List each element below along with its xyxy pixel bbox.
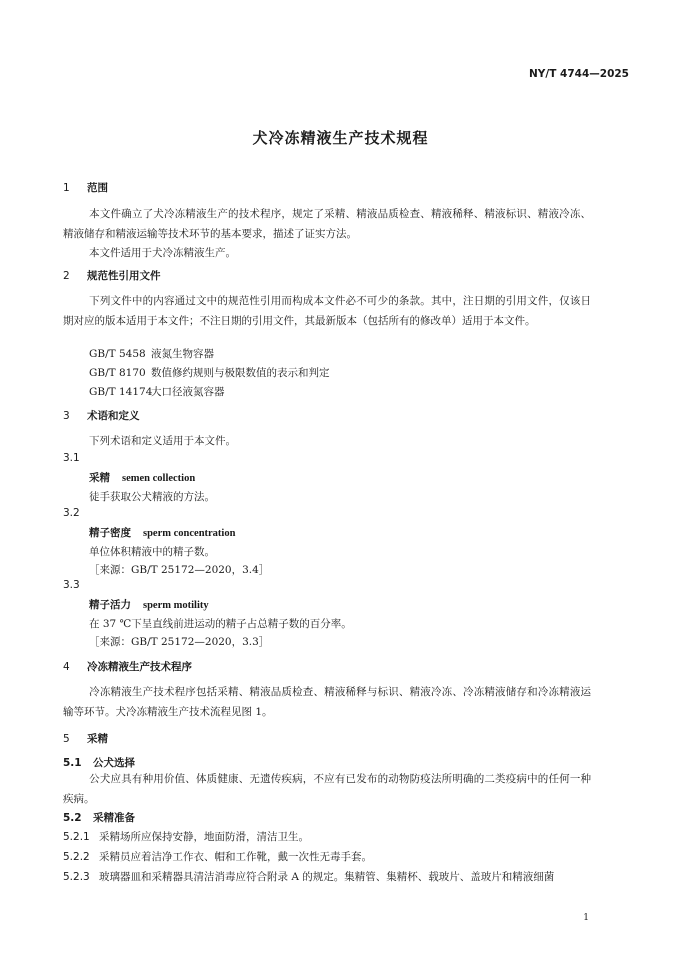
clause-text: 采精员应着洁净工作衣、帽和工作靴，戴一次性无毒手套。 bbox=[99, 851, 372, 863]
standard-number: NY/T 4744—2025 bbox=[529, 68, 629, 80]
section-2-paragraph-1 bbox=[63, 292, 591, 331]
term-heading bbox=[89, 470, 195, 485]
subsection-number: 5.1 bbox=[63, 757, 82, 769]
section-1-paragraph-2 bbox=[63, 244, 591, 264]
clause-number: 5.2.1 bbox=[63, 831, 90, 843]
document-title: 犬冷冻精液生产技术规程 bbox=[252, 129, 429, 147]
reference-code: GB/T 8170 bbox=[89, 367, 146, 379]
term-number: 3.2 bbox=[63, 507, 80, 519]
clause-text: 采精场所应保持安静，地面防滑，清洁卫生。 bbox=[99, 831, 309, 843]
term-en: semen collection bbox=[122, 473, 196, 484]
subsection-5-1-paragraph bbox=[63, 770, 591, 809]
reference-name: 大口径液氮容器 bbox=[151, 386, 225, 398]
paragraph-text: 本文件确立了犬冷冻精液生产的技术程序，规定了采精、精液品质检查、精液稀释、精液标识、精液冷冻、精液储存和精液运输等技术环节的基本要求，描述了证实方法。 bbox=[63, 208, 591, 240]
paragraph-text: 本文件适用于犬冷冻精液生产。 bbox=[89, 247, 236, 259]
section-4-paragraph-1 bbox=[63, 683, 591, 722]
page-number: 1 bbox=[583, 913, 589, 923]
section-title: 规范性引用文件 bbox=[87, 270, 161, 282]
clause-item bbox=[63, 849, 372, 864]
section-title: 术语和定义 bbox=[87, 410, 140, 422]
subsection-title: 公犬选择 bbox=[93, 757, 135, 769]
paragraph-text: 下列文件中的内容通过文中的规范性引用而构成本文件必不可少的条款。其中，注日期的引用文件，仅该日期对应的版本适用于本文件；不注日期的引用文件，其最新版本（包括所有的修改单）适用于本文件。 bbox=[63, 295, 591, 327]
subsection-number: 5.2 bbox=[63, 812, 82, 824]
section-number: 4 bbox=[63, 661, 70, 673]
section-4-heading bbox=[63, 659, 192, 674]
clause-text: 玻璃器皿和采精器具清洁消毒应符合附录 A 的规定。集精管、集精杯、载玻片、盖玻片和精液细菌 bbox=[99, 871, 555, 883]
section-2-heading bbox=[63, 268, 161, 283]
term-definition: 单位体积精液中的精子数。 bbox=[89, 546, 215, 558]
section-3-heading bbox=[63, 408, 140, 423]
term-definition: 徒手获取公犬精液的方法。 bbox=[89, 491, 215, 503]
term-en: sperm concentration bbox=[143, 528, 236, 539]
section-number: 1 bbox=[63, 182, 70, 194]
clause-number: 5.2.3 bbox=[63, 871, 90, 883]
section-number: 2 bbox=[63, 270, 70, 282]
section-3-paragraph-1: 下列术语和定义适用于本文件。 bbox=[89, 435, 236, 447]
paragraph-text: 冷冻精液生产技术程序包括采精、精液品质检查、精液稀释与标识、精液冷冻、冷冻精液储存和冷冻精液运输等环节。犬冷冻精液生产技术流程见图 1。 bbox=[63, 686, 591, 718]
clause-item bbox=[63, 869, 554, 884]
clause-item bbox=[63, 829, 309, 844]
clause-number: 5.2.2 bbox=[63, 851, 90, 863]
section-1-heading bbox=[63, 180, 108, 195]
section-title: 采精 bbox=[87, 733, 108, 745]
reference-code: GB/T 14174 bbox=[89, 386, 153, 398]
term-source: ［来源：GB/T 25172—2020，3.4］ bbox=[89, 564, 270, 576]
term-source: ［来源：GB/T 25172—2020，3.3］ bbox=[89, 636, 270, 648]
reference-name: 液氮生物容器 bbox=[151, 348, 214, 360]
section-title: 范围 bbox=[87, 182, 108, 194]
term-number: 3.1 bbox=[63, 452, 80, 464]
section-number: 5 bbox=[63, 733, 70, 745]
section-1-paragraph-1 bbox=[63, 205, 591, 244]
subsection-5-1-heading bbox=[63, 755, 135, 770]
term-zh: 精子密度 bbox=[89, 527, 131, 539]
reference-item bbox=[89, 346, 214, 361]
term-zh: 采精 bbox=[89, 472, 110, 484]
section-title: 冷冻精液生产技术程序 bbox=[87, 661, 192, 673]
reference-name: 数值修约规则与极限数值的表示和判定 bbox=[151, 367, 330, 379]
reference-code: GB/T 5458 bbox=[89, 348, 146, 360]
reference-item bbox=[89, 384, 225, 399]
term-heading bbox=[89, 525, 235, 540]
term-number: 3.3 bbox=[63, 579, 80, 591]
section-number: 3 bbox=[63, 410, 70, 422]
paragraph-text: 公犬应具有种用价值、体质健康、无遗传疾病，不应有已发布的动物防疫法所明确的二类疫病中的任何一种疾病。 bbox=[63, 773, 591, 805]
subsection-5-2-heading bbox=[63, 810, 135, 825]
term-heading bbox=[89, 597, 209, 612]
subsection-title: 采精准备 bbox=[93, 812, 135, 824]
term-zh: 精子活力 bbox=[89, 599, 131, 611]
term-en: sperm motility bbox=[143, 600, 209, 611]
reference-item bbox=[89, 365, 330, 380]
section-5-heading bbox=[63, 731, 108, 746]
term-definition: 在 37 ℃下呈直线前进运动的精子占总精子数的百分率。 bbox=[89, 618, 352, 630]
